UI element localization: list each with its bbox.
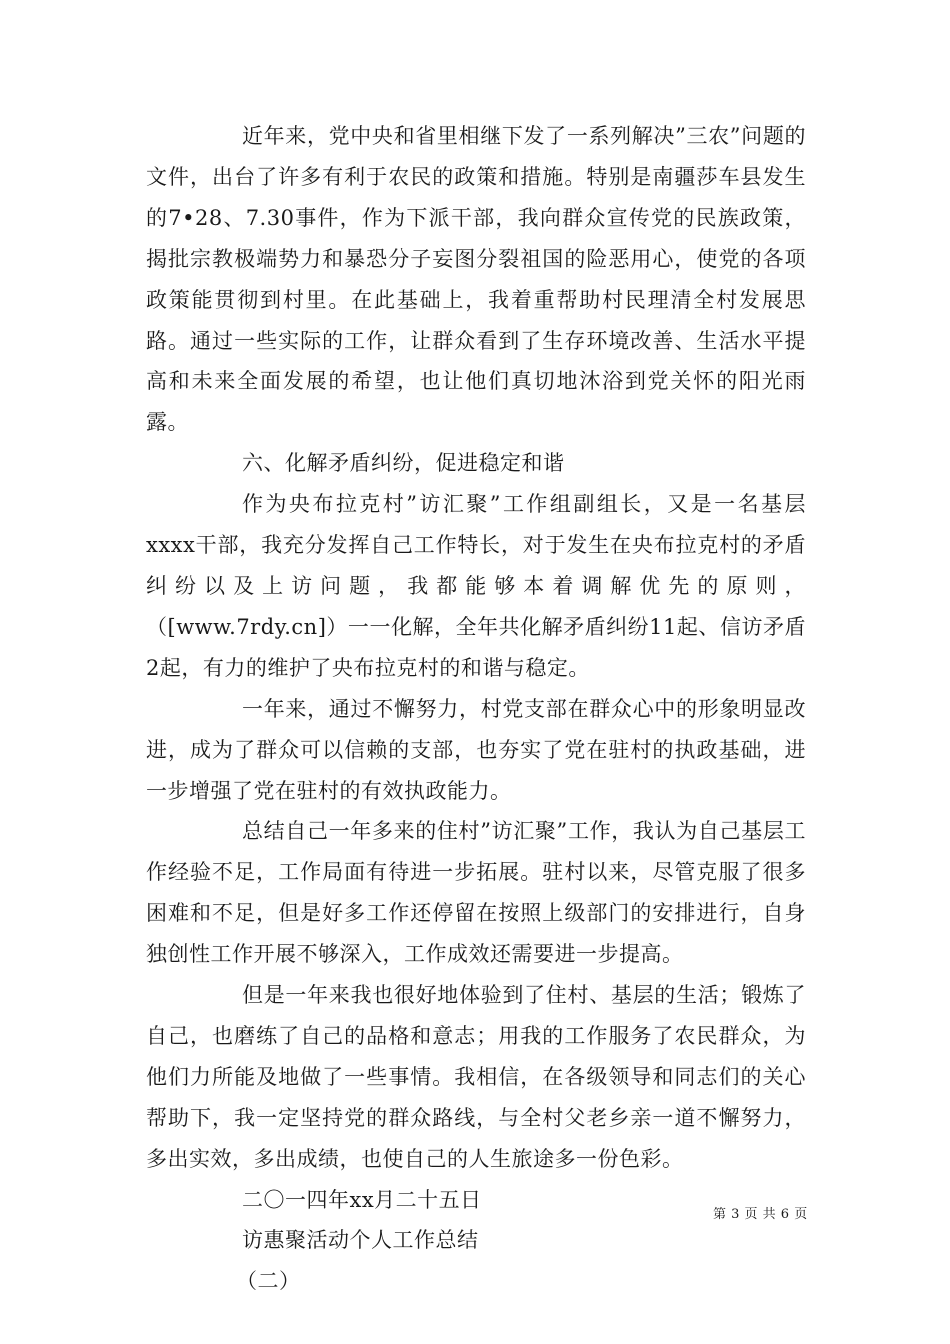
document-body (146, 116, 806, 1302)
paragraph-sannong-policy: 近年来，党中央和省里相继下发了一系列解决”三农”问题的文件，出台了许多有利于农民的政策和措施。特别是南疆莎车县发生的7•28、7.30事件，作为下派干部，我向群众宣传党的民族政策，揭批宗教极端势力和暴恐分子妄图分裂祖国的险恶用心，使党的各项政策能贯彻到村里。在此基础上，我着重帮助村民理清全村发展思路。通过一些实际的工作，让群众看到了生存环境改善、生活水平提高和未来全面发展的希望，也让他们真切地沐浴到党关怀的阳光雨露。 (146, 124, 806, 435)
paragraph-year-summary: 一年来，通过不懈努力，村党支部在群众心中的形象明显改进，成为了群众可以信赖的支部，也夯实了党在驻村的执政基础，进一步增强了党在驻村的有效执政能力。 (146, 696, 806, 803)
document-date: 二〇一四年xx月二十五日 (242, 1187, 482, 1212)
next-document-part-label: （二） (236, 1269, 301, 1294)
paragraph-dispute-mediation: 作为央布拉克村”访汇聚”工作组副组长，又是一名基层xxxx干部，我充分发挥自己工作特长，对于发生在央布拉克村的矛盾纠纷以及上访问题，我都能够本着调解优先的原则，（[www.7rdy.cn]）一一化解，全年共化解矛盾纠纷11起、信访矛盾2起，有力的维护了央布拉克村的和谐与稳定。 (146, 492, 806, 680)
next-document-title: 访惠聚活动个人工作总结 (242, 1228, 479, 1253)
paragraph-experience: 但是一年来我也很好地体验到了住村、基层的生活；锻炼了自己，也磨练了自己的品格和意志；用我的工作服务了农民群众，为他们力所能及地做了一些事情。我相信，在各级领导和同志们的关心帮助下，我一定坚持党的群众路线，与全村父老乡亲一道不懈努力，多出实效，多出成绩，也使自己的人生旅途多一份色彩。 (146, 983, 806, 1171)
page-number-footer: 第 3 页 共 6 页 (713, 1207, 808, 1222)
section-heading-resolve-disputes: 六、化解矛盾纠纷，促进稳定和谐 (242, 451, 565, 476)
paragraph-shortcomings: 总结自己一年多来的住村”访汇聚”工作，我认为自己基层工作经验不足，工作局面有待进一步拓展。驻村以来，尽管克服了很多困难和不足，但是好多工作还停留在按照上级部门的安排进行，自身独创性工作开展不够深入，工作成效还需要进一步提高。 (146, 819, 806, 967)
